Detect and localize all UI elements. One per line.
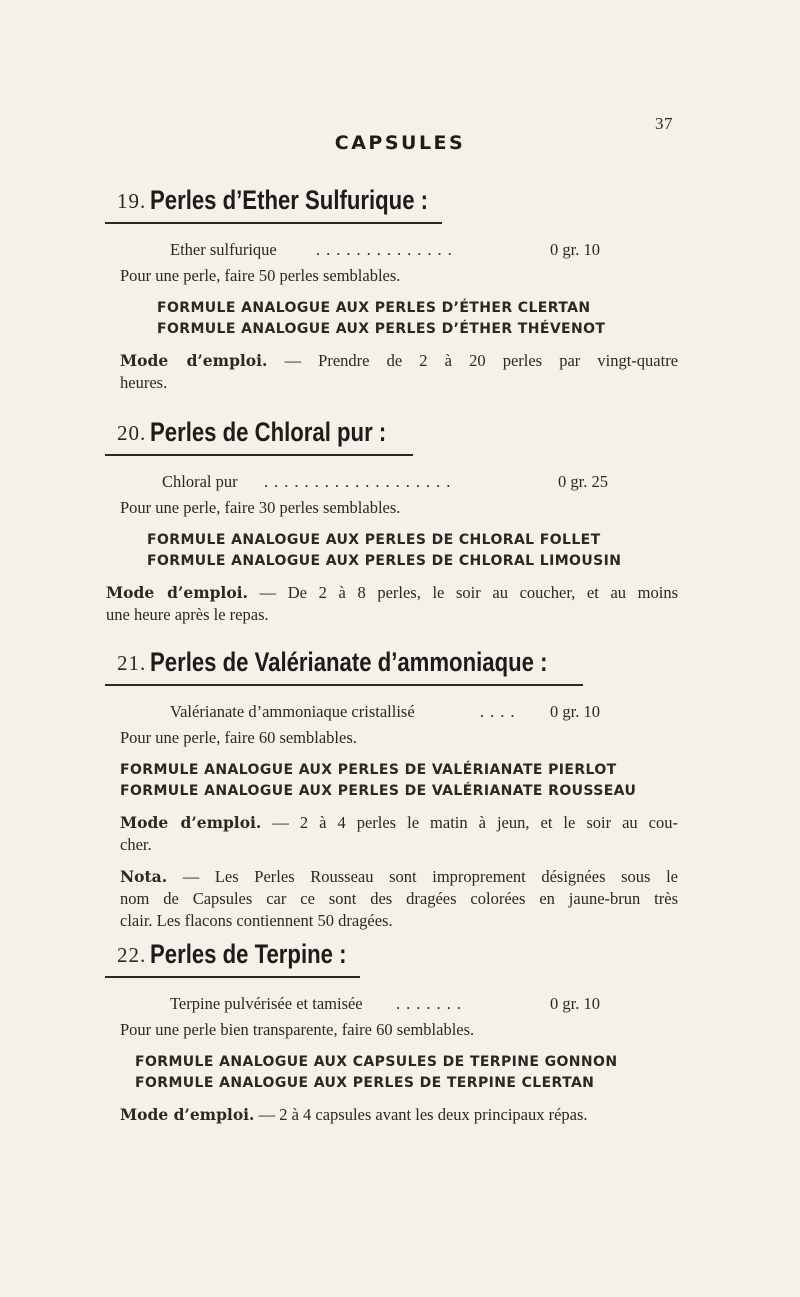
ingredient-quantity: 0 gr. 25 bbox=[558, 472, 608, 491]
ingredient-line bbox=[120, 472, 680, 496]
title-underline bbox=[105, 684, 583, 686]
section-number: 22. bbox=[117, 943, 147, 967]
recipe-section-22 bbox=[117, 932, 680, 1126]
mode-emploi-text: heures. bbox=[120, 373, 168, 392]
section-heading bbox=[117, 932, 680, 972]
nota-text: — Les Perles Rousseau sont improprement désignées sous le bbox=[182, 867, 678, 886]
mode-emploi bbox=[106, 582, 678, 626]
preparation-instruction: Pour une perle, faire 50 perles semblables. bbox=[120, 266, 401, 285]
formula-line: FORMULE ANALOGUE AUX PERLES DE TERPINE CLERTAN bbox=[135, 1075, 595, 1091]
mode-emploi-label: Mode d’emploi. bbox=[106, 583, 248, 602]
ingredient-line bbox=[120, 240, 680, 264]
mode-emploi-label: Mode d’emploi. bbox=[120, 351, 268, 370]
mode-emploi-text: cher. bbox=[120, 835, 152, 854]
section-number: 19. bbox=[117, 189, 147, 213]
analogous-formulas bbox=[120, 760, 680, 802]
formula-line: FORMULE ANALOGUE AUX PERLES DE VALÉRIANATE ROUSSEAU bbox=[120, 783, 637, 799]
mode-emploi-text: une heure après le repas. bbox=[106, 605, 269, 624]
section-title: Perles de Chloral pur : bbox=[150, 417, 387, 447]
section-number: 21. bbox=[117, 651, 147, 675]
title-underline bbox=[105, 976, 360, 978]
analogous-formulas bbox=[120, 1052, 680, 1094]
formula-line: FORMULE ANALOGUE AUX PERLES D’ÉTHER THÉVENOT bbox=[157, 321, 606, 337]
nota-text: nom de Capsules car ce sont des dragées colorées en jaune-brun très bbox=[120, 889, 678, 908]
leader-dots: ....... bbox=[396, 994, 467, 1013]
leader-dots: .... bbox=[480, 702, 521, 721]
leader-dots: .............. bbox=[316, 240, 458, 259]
preparation-instruction: Pour une perle, faire 60 semblables. bbox=[120, 728, 357, 747]
title-underline bbox=[105, 454, 413, 456]
formula-line: FORMULE ANALOGUE AUX CAPSULES DE TERPINE GONNON bbox=[135, 1054, 618, 1070]
section-heading bbox=[117, 640, 680, 680]
formula-line: FORMULE ANALOGUE AUX PERLES DE VALÉRIANATE PIERLOT bbox=[120, 762, 617, 778]
section-number: 20. bbox=[117, 421, 147, 445]
preparation-instruction: Pour une perle bien transparente, faire 60 semblables. bbox=[120, 1020, 475, 1039]
section-title: Perles de Valérianate d’ammoniaque : bbox=[150, 647, 548, 677]
recipe-section-19 bbox=[117, 178, 680, 394]
mode-emploi bbox=[120, 812, 678, 856]
mode-emploi-text: — 2 à 4 capsules avant les deux principaux répas. bbox=[258, 1105, 588, 1124]
analogous-formulas bbox=[120, 298, 680, 340]
recipe-section-20 bbox=[106, 410, 680, 626]
analogous-formulas bbox=[120, 530, 680, 572]
section-title: Perles d’Ether Sulfurique : bbox=[150, 185, 429, 215]
ingredient-line bbox=[120, 702, 680, 726]
formula-line: FORMULE ANALOGUE AUX PERLES D’ÉTHER CLERTAN bbox=[157, 300, 591, 316]
ingredient-quantity: 0 gr. 10 bbox=[550, 994, 600, 1013]
ingredient-quantity: 0 gr. 10 bbox=[550, 240, 600, 259]
ingredient-name: Chloral pur bbox=[162, 472, 238, 491]
mode-emploi bbox=[120, 1104, 678, 1126]
section-title: Perles de Terpine : bbox=[150, 939, 347, 969]
recipe-section-21 bbox=[117, 640, 680, 932]
ingredient-quantity: 0 gr. 10 bbox=[550, 702, 600, 721]
ingredient-name: Valérianate d’ammoniaque cristallisé bbox=[170, 702, 415, 721]
mode-emploi bbox=[120, 350, 678, 394]
nota bbox=[120, 866, 678, 932]
mode-emploi-label: Mode d’emploi. bbox=[120, 1105, 255, 1124]
formula-line: FORMULE ANALOGUE AUX PERLES DE CHLORAL LIMOUSIN bbox=[147, 553, 622, 569]
running-head: CAPSULES bbox=[334, 132, 466, 154]
nota-label: Nota. bbox=[120, 867, 168, 886]
mode-emploi-text: — Prendre de 2 à 20 perles par vingt-quatre bbox=[284, 351, 679, 370]
ingredient-name: Terpine pulvérisée et tamisée bbox=[170, 994, 363, 1013]
preparation-instruction: Pour une perle, faire 30 perles semblables. bbox=[120, 498, 401, 517]
mode-emploi-text: — 2 à 4 perles le matin à jeun, et le soir au cou- bbox=[272, 813, 678, 832]
page-number: 37 bbox=[655, 114, 673, 133]
mode-emploi-text: — De 2 à 8 perles, le soir au coucher, et au moins bbox=[259, 583, 679, 602]
section-heading bbox=[117, 410, 680, 450]
section-heading bbox=[117, 178, 680, 218]
formula-line: FORMULE ANALOGUE AUX PERLES DE CHLORAL FOLLET bbox=[147, 532, 601, 548]
mode-emploi-label: Mode d’emploi. bbox=[120, 813, 262, 832]
ingredient-name: Ether sulfurique bbox=[170, 240, 277, 259]
nota-text: clair. Les flacons contiennent 50 dragées. bbox=[120, 911, 393, 930]
leader-dots: ................... bbox=[264, 472, 457, 491]
ingredient-line bbox=[120, 994, 680, 1018]
title-underline bbox=[105, 222, 442, 224]
